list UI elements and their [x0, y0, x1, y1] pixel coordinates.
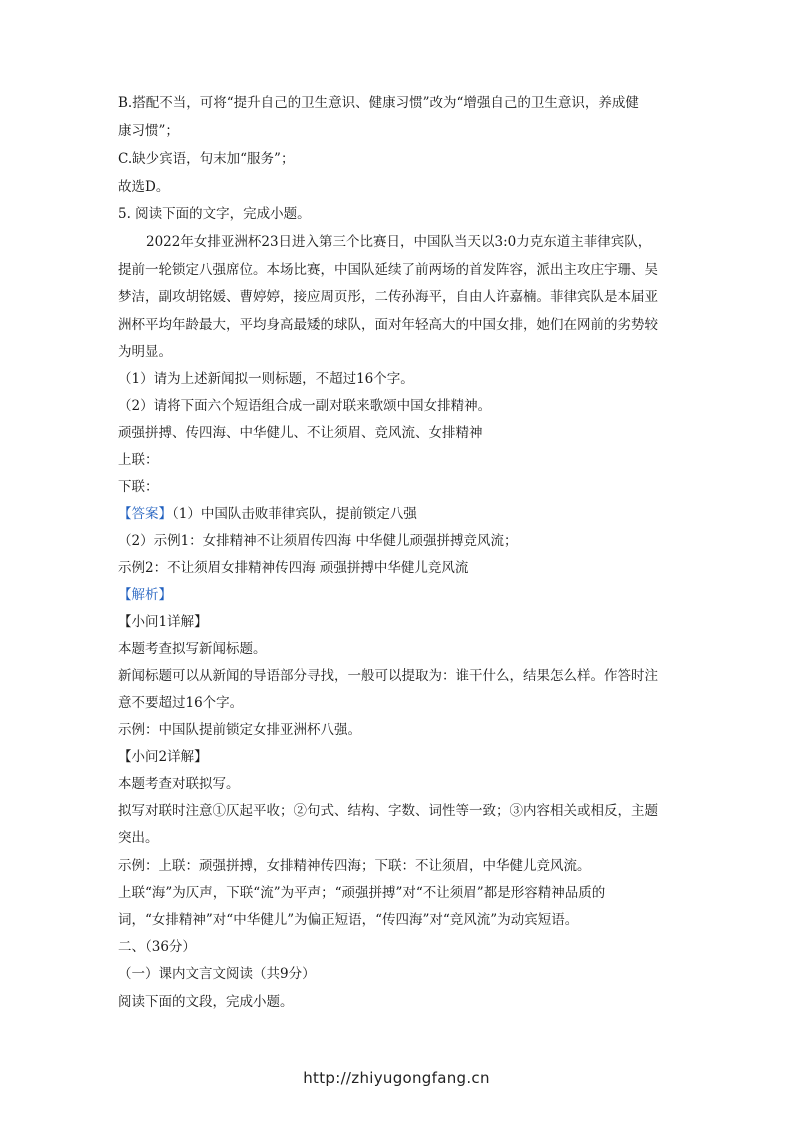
phrase-list: 顽强拼搏、传四海、中华健儿、不让须眉、竞风流、女排精神 — [118, 425, 483, 441]
analysis-line: 新闻标题可以从新闻的导语部分寻找，一般可以提取为：谁干什么，结果怎么样。作答时注 — [118, 668, 658, 684]
answer-line: （2）示例1：女排精神不让须眉传四海 中华健儿顽强拼搏竞风流； — [118, 533, 518, 549]
sub-heading: 【小问2详解】 — [118, 749, 208, 765]
passage-line: 为明显。 — [118, 344, 172, 360]
analysis-line: 本题考查对联拟写。 — [118, 776, 240, 792]
sub-question: （1）请为上述新闻拟一则标题，不超过16个字。 — [118, 371, 414, 387]
analysis-label: 【解析】 — [118, 587, 172, 603]
answer-line — [118, 504, 678, 524]
analysis-line: 本题考查拟写新闻标题。 — [118, 641, 267, 657]
lower-couplet-label: 下联： — [118, 479, 159, 495]
footer-url: http://zhiyugongfang.cn — [303, 1069, 490, 1087]
analysis-line: 拟写对联时注意①仄起平收；②句式、结构、字数、词性等一致；③内容相关或相反，主题 — [118, 803, 658, 819]
question-heading: 5. 阅读下面的文字，完成小题。 — [118, 206, 311, 222]
analysis-line: 示例：中国队提前锁定女排亚洲杯八强。 — [118, 722, 361, 738]
analysis-line: 意不要超过16个字。 — [118, 695, 244, 711]
analysis-line: 示例：上联：顽强拼搏，女排精神传四海；下联：不让须眉，中华健儿竞风流。 — [118, 858, 591, 874]
text-line: B.搭配不当，可将“提升自己的卫生意识、健康习惯”改为“增强自己的卫生意识，养成健 — [118, 95, 639, 111]
passage-line: 梦洁，副攻胡铭媛、曹婷婷，接应周页彤，二传孙海平，自由人许嘉楠。菲律宾队是本届亚 — [118, 289, 658, 305]
section-heading: 二、（36分） — [118, 939, 196, 955]
passage-line: 提前一轮锁定八强席位。本场比赛，中国队延续了前两场的首发阵容，派出主攻庄宇珊、吴 — [118, 262, 658, 278]
analysis-line: 上联“海”为仄声，下联“流”为平声；“顽强拼搏”对“不让须眉”都是形容精神品质的 — [118, 885, 606, 901]
text-line: C.缺少宾语，句末加“服务”； — [118, 151, 295, 167]
passage-line: 2022年女排亚洲杯23日进入第三个比赛日，中国队当天以3:0力克东道主菲律宾队， — [146, 234, 652, 250]
passage-line: 洲杯平均年龄最大，平均身高最矮的球队，面对年轻高大的中国女排，她们在网前的劣势较 — [118, 317, 658, 333]
answer-label: 【答案】 — [118, 506, 172, 522]
sub-heading: 【小问1详解】 — [118, 614, 208, 630]
text-line: 故选D。 — [118, 179, 170, 195]
section-subheading: （一）课内文言文阅读（共9分） — [118, 966, 316, 982]
sub-question: （2）请将下面六个短语组合成一副对联来歌颂中国女排精神。 — [118, 398, 492, 414]
upper-couplet-label: 上联： — [118, 452, 159, 468]
answer-text: （1）中国队击败菲律宾队，提前锁定八强 — [172, 506, 417, 522]
instruction-line: 阅读下面的文段，完成小题。 — [118, 994, 294, 1010]
answer-line: 示例2：不让须眉女排精神传四海 顽强拼搏中华健儿竞风流 — [118, 560, 469, 576]
analysis-line: 突出。 — [118, 830, 159, 846]
text-line: 康习惯”； — [118, 123, 179, 139]
analysis-line: 词，“女排精神”对“中华健儿”为偏正短语，“传四海”对“竞风流”为动宾短语。 — [118, 912, 579, 928]
